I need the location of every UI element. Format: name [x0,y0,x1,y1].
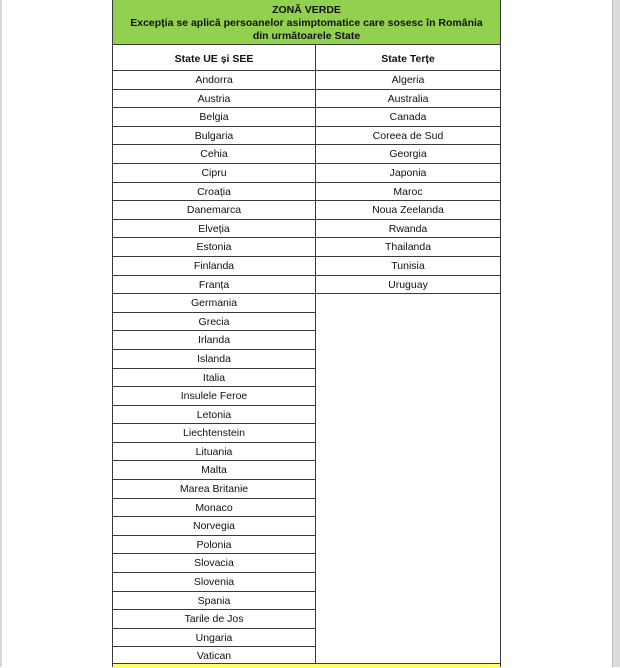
table-row: Spania [113,592,315,611]
column-header-eu: State UE și SEE [113,45,316,71]
empty-cell [316,294,500,664]
table-row: Japonia [316,164,500,183]
table-row: Australia [316,90,500,109]
table-row: Monaco [113,499,315,518]
document-table [112,0,501,667]
green-zone-header [113,0,500,45]
table-row: Slovacia [113,554,315,573]
table-row: Elveția [113,220,315,239]
table-row: Malta [113,461,315,480]
table-row: Danemarca [113,201,315,220]
table-row: Polonia [113,536,315,555]
table-row: Austria [113,90,315,109]
table-row: Liechtenstein [113,424,315,443]
table-row: Bulgaria [113,127,315,146]
table-row: Germania [113,294,315,313]
table-row: Cehia [113,145,315,164]
table-row: Maroc [316,183,500,202]
table-row: Slovenia [113,573,315,592]
table-row: Marea Britanie [113,480,315,499]
table-row: Canada [316,108,500,127]
table-row: Algeria [316,71,500,90]
table-row: Georgia [316,145,500,164]
table-row: Coreea de Sud [316,127,500,146]
table-row: Irlanda [113,331,315,350]
table-row: Lituania [113,443,315,462]
table-row: Andorra [113,71,315,90]
column-header-third: State Terțe [316,45,500,71]
table-row: Italia [113,369,315,388]
table-row: Belgia [113,108,315,127]
header-subtitle: Excepția se aplică persoanelor asimptomatice care sosesc în România din următoarele State [130,17,483,42]
table-row: Letonia [113,406,315,425]
table-row: Tunisia [316,257,500,276]
table-row: Estonia [113,238,315,257]
table-row: Ungaria [113,629,315,648]
next-section-header [113,663,500,668]
table-row: Finlanda [113,257,315,276]
third-states-list [316,71,500,294]
viewer-scrollbar[interactable] [612,0,620,667]
table-row: Thailanda [316,238,500,257]
table-row: Islanda [113,350,315,369]
table-row: Rwanda [316,220,500,239]
table-row: Noua Zeelanda [316,201,500,220]
table-row: Norvegia [113,517,315,536]
table-row: Grecia [113,313,315,332]
table-row: Insulele Feroe [113,387,315,406]
eu-states-list [113,71,316,666]
table-row: Cipru [113,164,315,183]
viewer-left-edge [0,0,2,667]
table-row: Tarile de Jos [113,610,315,629]
table-row: Croația [113,183,315,202]
table-row: Vatican [113,647,315,666]
header-title: ZONĂ VERDE [272,4,341,16]
table-row: Franța [113,276,315,295]
table-row: Uruguay [316,276,500,295]
